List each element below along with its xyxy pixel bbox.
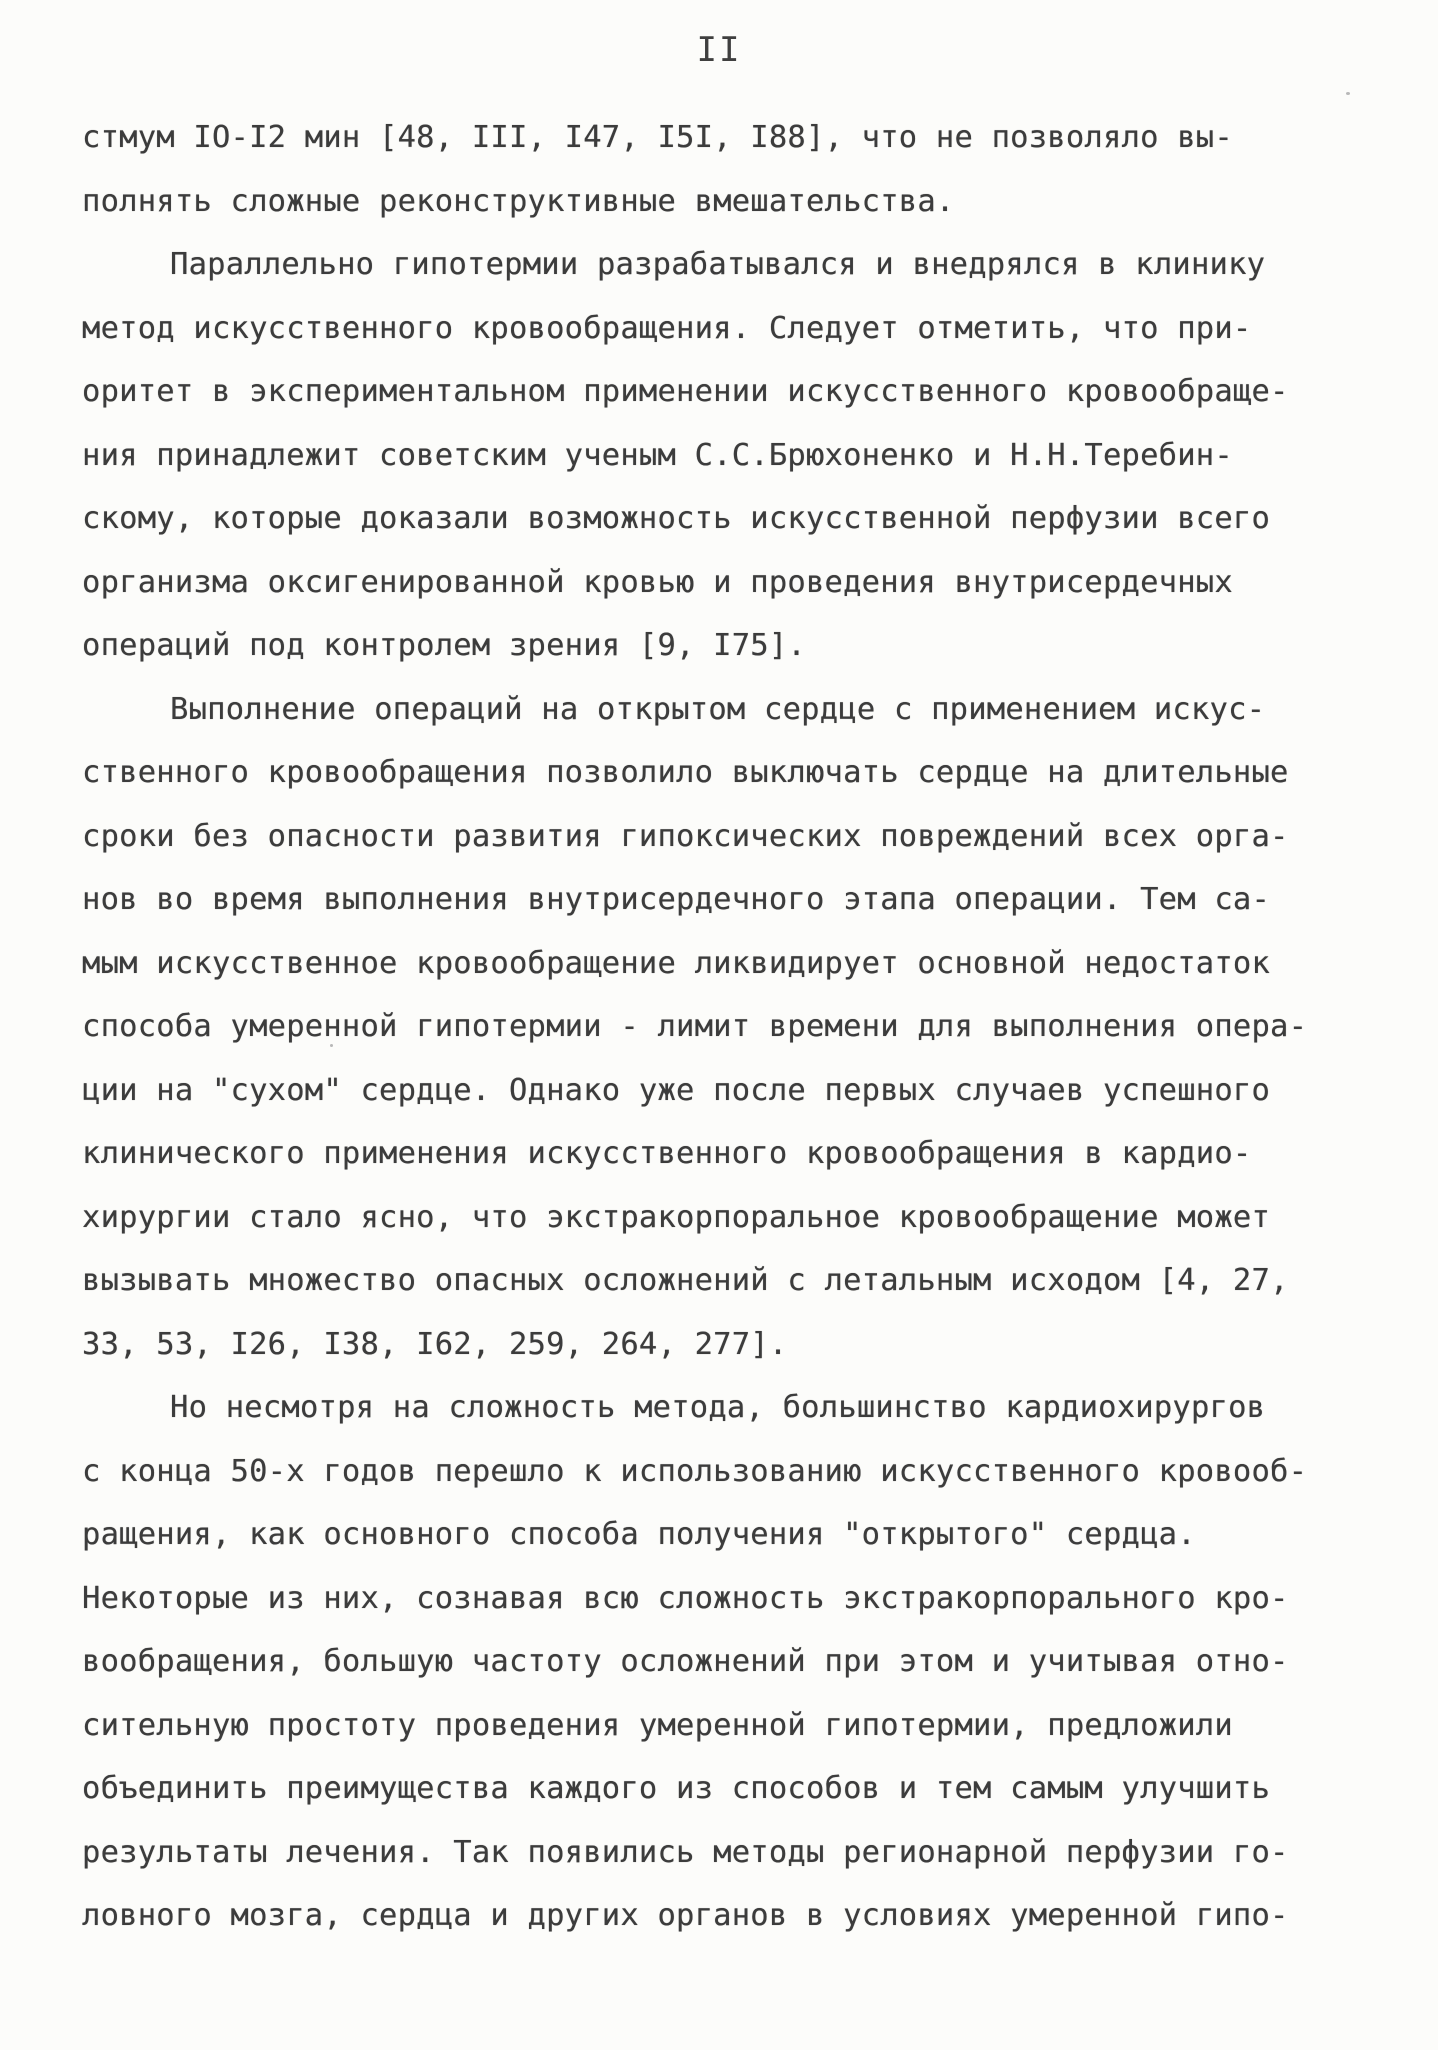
text-line: вызывать множество опасных осложнений с летальным исходом [4, 27, <box>82 1263 1289 1298</box>
text-line: Некоторые из них, сознавая всю сложность экстракорпорального кро- <box>82 1580 1289 1616</box>
text-line: организма оксигенированной кровью и проведения внутрисердечных <box>82 564 1233 600</box>
text-line: ции на "сухом" сердце. Однако уже после первых случаев успешного <box>82 1072 1271 1108</box>
text-line: 33, 53, I26, I38, I62, 259, 264, 277]. <box>82 1326 788 1362</box>
text-line: операций под контролем зрения [9, I75]. <box>82 628 806 663</box>
text-line: метод искусственного кровообращения. Следует отметить, что при- <box>82 310 1252 346</box>
text-line: мым искусственное кровообращение ликвидирует основной недостаток <box>82 945 1271 981</box>
text-line: ловного мозга, сердца и других органов в условиях умеренной гипо- <box>82 1898 1289 1933</box>
text-line: нов во время выполнения внутрисердечного этапа операции. Тем са- <box>82 882 1271 917</box>
text-line: сительную простоту проведения умеренной гипотермии, предложили <box>82 1707 1233 1743</box>
page-number: II <box>696 30 742 70</box>
text-line: результаты лечения. Так появились методы регионарной перфузии го- <box>82 1834 1289 1870</box>
text-line: сроки без опасности развития гипоксических повреждений всех орга- <box>82 818 1289 854</box>
text-line: полнять сложные реконструктивные вмешательства. <box>82 183 955 219</box>
text-line: стмум IO-I2 мин [48, III, I47, I5I, I88], что не позволяло вы- <box>82 120 1233 155</box>
text-line: ственного кровообращения позволило выключать сердце на длительные <box>82 755 1289 790</box>
text-line: Параллельно гипотермии разрабатывался и внедрялся в клинику <box>170 247 1266 282</box>
text-line: оритет в экспериментальном применении искусственного кровообраще- <box>82 374 1289 409</box>
text-line: Но несмотря на сложность метода, большинство кардиохирургов <box>170 1390 1266 1425</box>
text-line: вообращения, большую частоту осложнений при этом и учитывая отно- <box>82 1644 1289 1679</box>
text-line: хирургии стало ясно, что экстракорпоральное кровообращение может <box>82 1199 1271 1235</box>
text-line: Выполнение операций на открытом сердце с применением искус- <box>170 691 1266 727</box>
text-line: скому, которые доказали возможность искусственной перфузии всего <box>82 501 1271 536</box>
text-line: ния принадлежит советским ученым С.С.Брюхоненко и Н.Н.Теребин- <box>82 437 1233 473</box>
text-line: клинического применения искусственного кровообращения в кардио- <box>82 1136 1252 1171</box>
scan-speck <box>1346 92 1350 95</box>
body-text <box>82 106 1382 1948</box>
text-line: объединить преимущества каждого из способов и тем самым улучшить <box>82 1771 1271 1806</box>
scan-speck <box>330 1044 333 1047</box>
text-line: ращения, как основного способа получения "открытого" сердца. <box>82 1517 1196 1552</box>
text-line: способа умеренной гипотермии - лимит времени для выполнения опера- <box>82 1009 1308 1044</box>
text-line: с конца 50-х годов перешло к использованию искусственного кровооб- <box>82 1453 1308 1489</box>
